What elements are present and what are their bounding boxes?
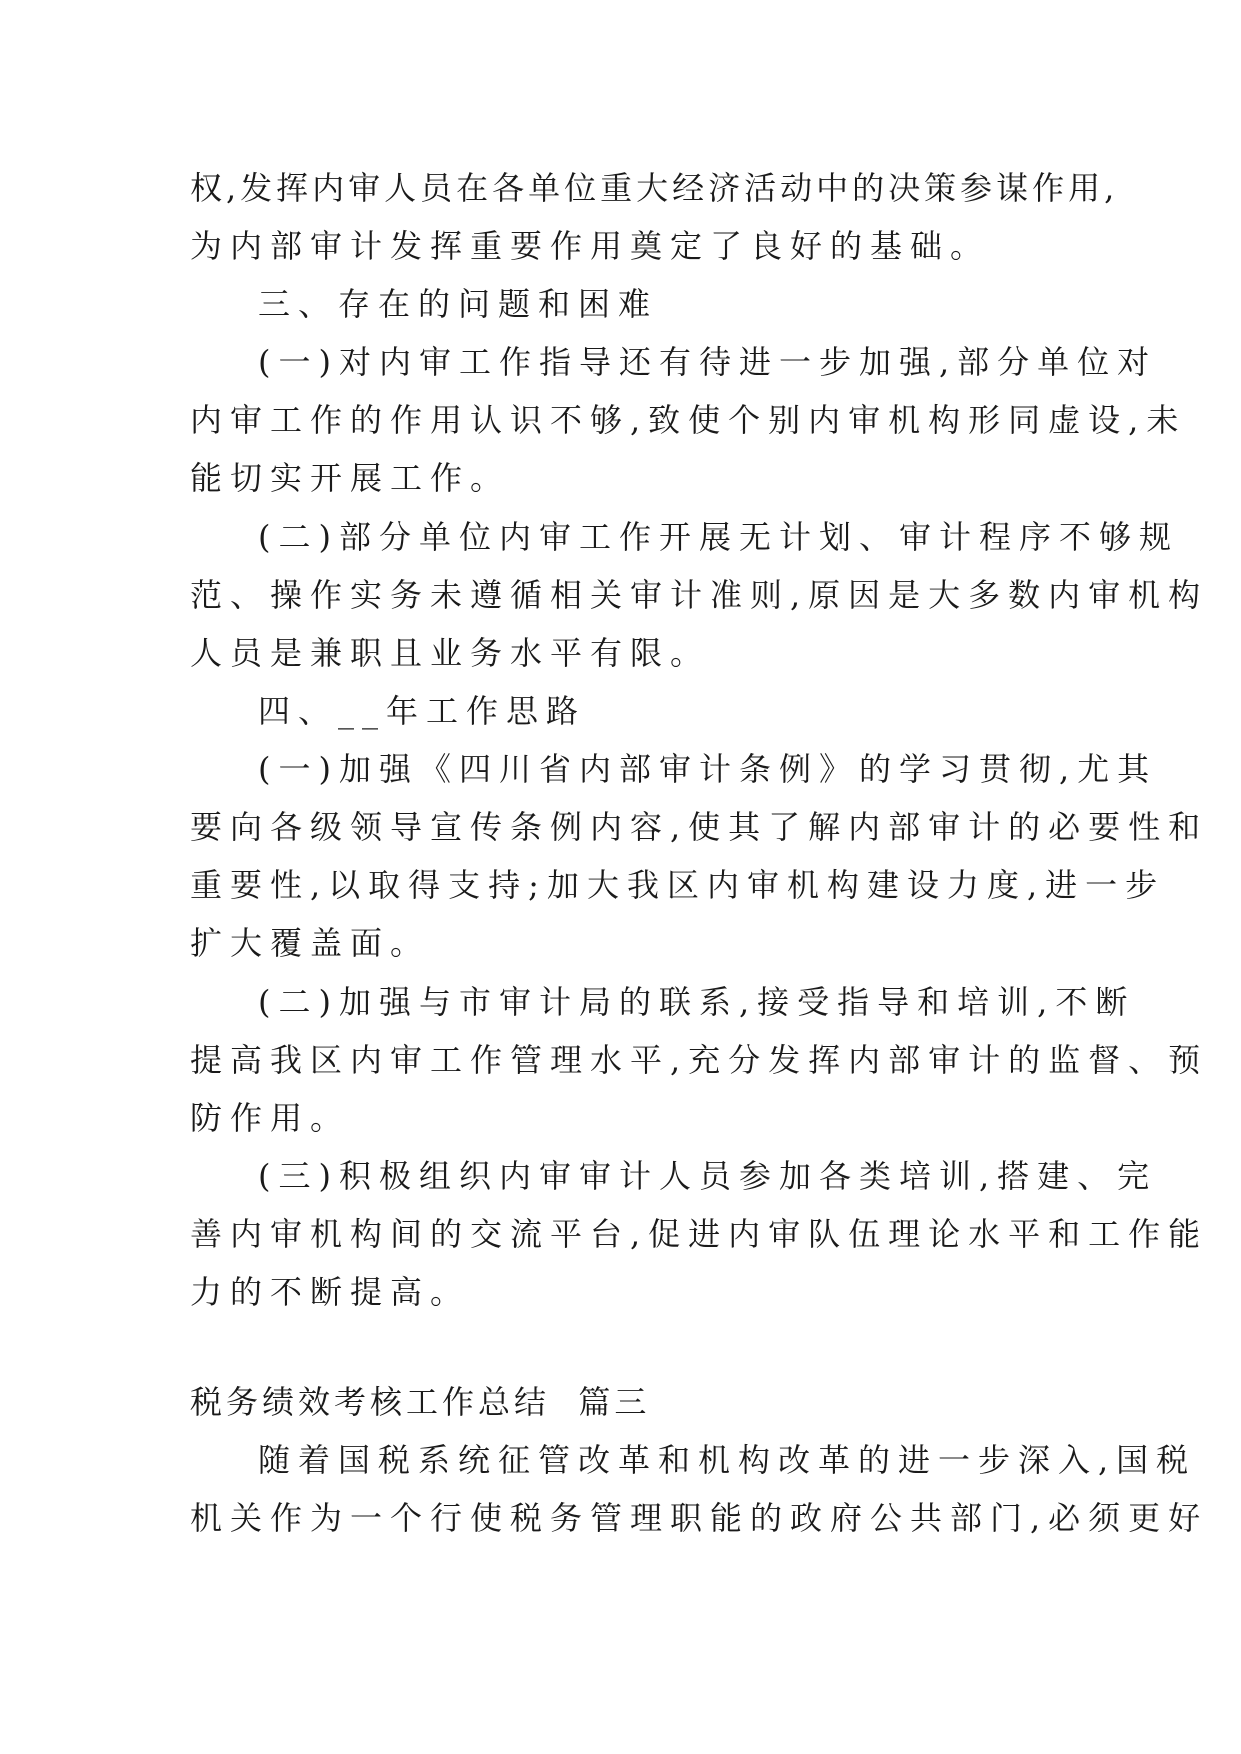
paragraph-line: 随着国税系统征管改革和机构改革的进一步深入,国税 xyxy=(258,1441,1197,1479)
paragraph-line: 要向各级领导宣传条例内容,使其了解内部审计的必要性和 xyxy=(190,808,1209,846)
paragraph-line: 人员是兼职且业务水平有限。 xyxy=(190,634,711,672)
paragraph-line: 善内审机构间的交流平台,促进内审队伍理论水平和工作能 xyxy=(190,1215,1209,1253)
paragraph-line: 能切实开展工作。 xyxy=(190,459,511,497)
article-title: 税务绩效考核工作总结 篇三 xyxy=(190,1383,651,1421)
paragraph-line: (二)加强与市审计局的联系,接受指导和培训,不断 xyxy=(258,983,1136,1021)
paragraph-line: (三)积极组织内审审计人员参加各类培训,搭建、完 xyxy=(258,1157,1158,1195)
paragraph-line: 扩大覆盖面。 xyxy=(190,924,431,962)
paragraph-line: 机关作为一个行使税务管理职能的政府公共部门,必须更好 xyxy=(190,1499,1209,1537)
paragraph-line: (二)部分单位内审工作开展无计划、审计程序不够规 xyxy=(258,518,1179,556)
paragraph-line: 提高我区内审工作管理水平,充分发挥内部审计的监督、预 xyxy=(190,1041,1209,1079)
paragraph-line: 力的不断提高。 xyxy=(190,1273,471,1311)
paragraph-line: 为内部审计发挥重要作用奠定了良好的基础。 xyxy=(190,227,991,265)
section-heading: 四、__年工作思路 xyxy=(258,692,587,730)
paragraph-line: (一)加强《四川省内部审计条例》的学习贯彻,尤其 xyxy=(258,750,1158,788)
paragraph-line: (一)对内审工作指导还有待进一步加强,部分单位对 xyxy=(258,343,1158,381)
paragraph-line: 权,发挥内审人员在各单位重大经济活动中的决策参谋作用, xyxy=(190,169,1119,207)
paragraph-line: 防作用。 xyxy=(190,1099,351,1137)
paragraph-line: 重要性,以取得支持;加大我区内审机构建设力度,进一步 xyxy=(190,866,1166,904)
paragraph-line: 内审工作的作用认识不够,致使个别内审机构形同虚设,未 xyxy=(190,401,1187,439)
paragraph-line: 范、操作实务未遵循相关审计准则,原因是大多数内审机构 xyxy=(190,576,1209,614)
section-heading: 三、存在的问题和困难 xyxy=(258,285,659,323)
